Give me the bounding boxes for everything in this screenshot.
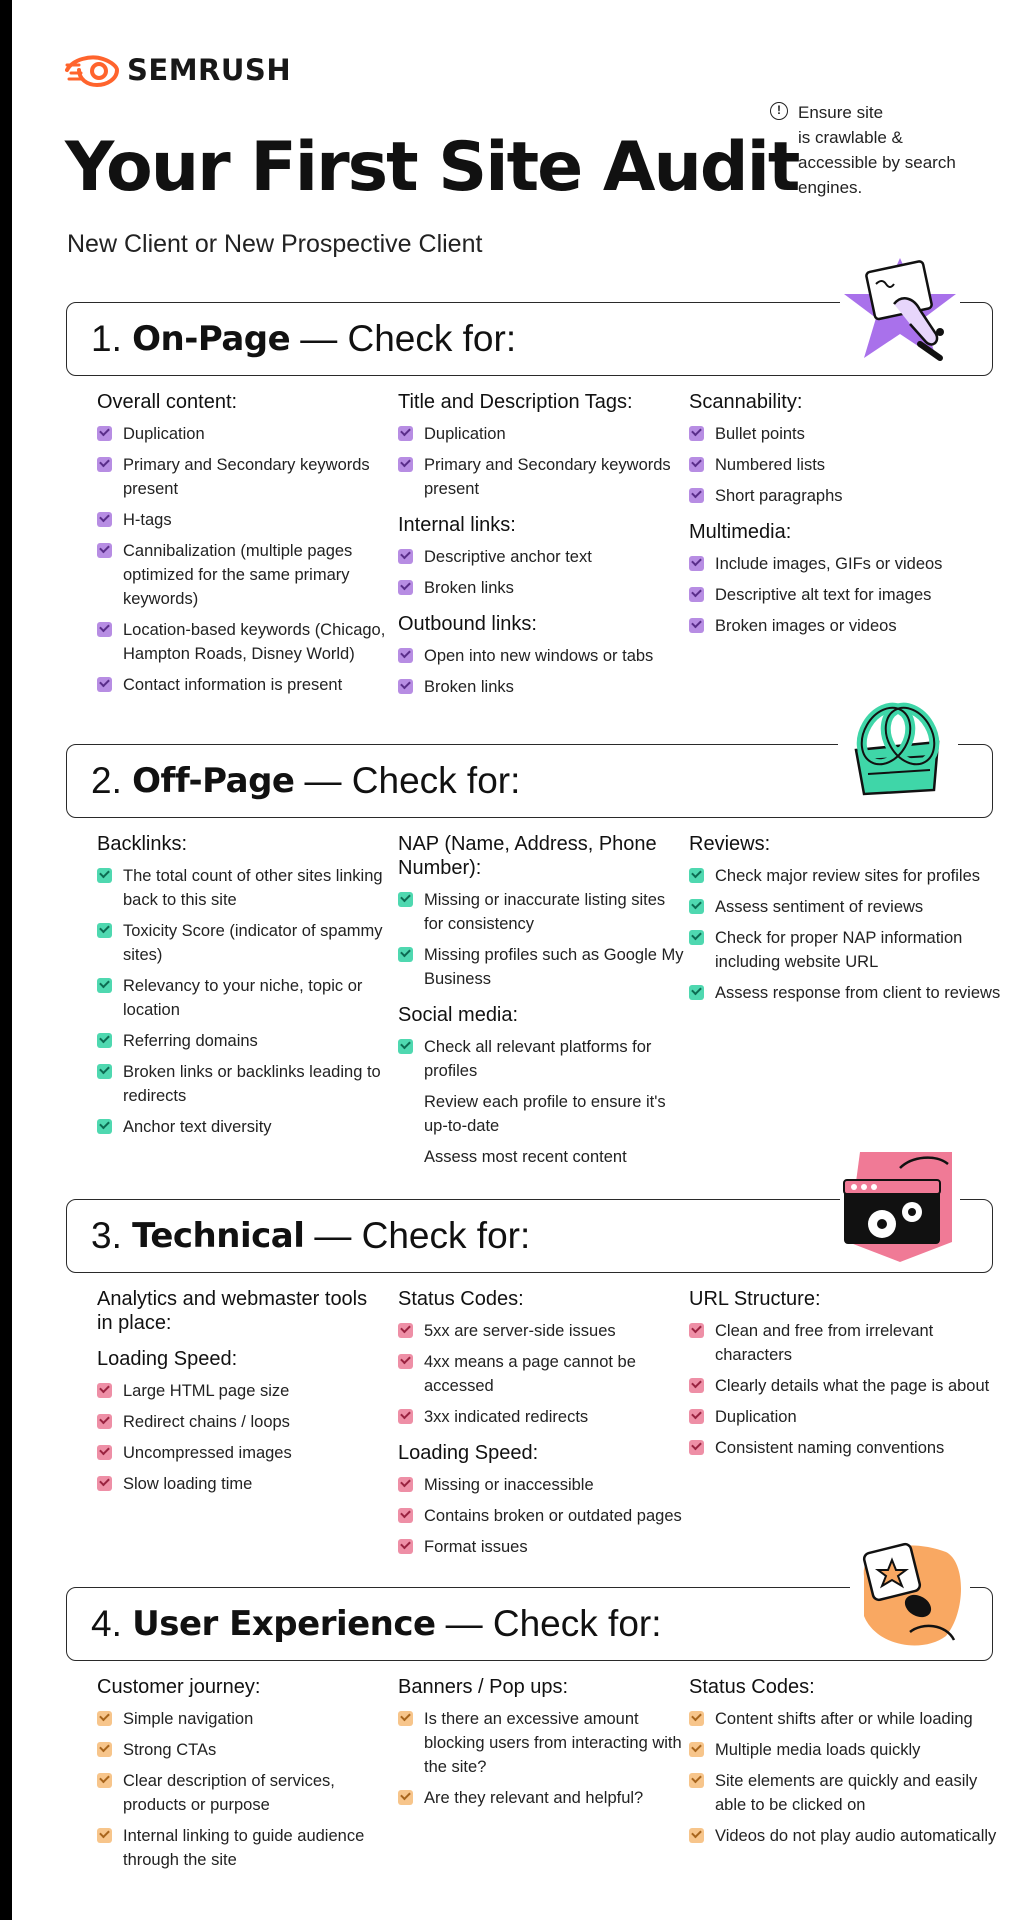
checkbox-icon [689, 1828, 704, 1843]
checklist-item-label: Site elements are quickly and easily able to be clicked on [715, 1772, 978, 1814]
checkbox-icon [689, 426, 704, 441]
checklist-item-label: Open into new windows or tabs [424, 647, 654, 665]
checklist-item [689, 1738, 1009, 1762]
checklist-item [398, 422, 688, 446]
checklist-item [689, 1824, 1009, 1848]
checklist-item-label: Contact information is present [123, 676, 343, 694]
section-name: Off-Page [132, 761, 295, 801]
checklist-item-label: Relevancy to your niche, topic or location [123, 977, 363, 1019]
checklist-item [689, 1769, 1009, 1817]
checklist-item-label: Referring domains [123, 1032, 258, 1050]
link-chain-icon [838, 694, 958, 814]
section-number: 4. [91, 1603, 122, 1644]
checkbox-icon [97, 457, 112, 472]
checklist-item-label: Anchor text diversity [123, 1118, 272, 1136]
checkbox-icon [398, 648, 413, 663]
checklist-item [689, 552, 1009, 576]
checkbox-icon [97, 1383, 112, 1398]
checklist-item [689, 422, 1009, 446]
checklist-item [398, 1035, 688, 1083]
checklist-item-label: Short paragraphs [715, 487, 843, 505]
checklist-item [97, 1472, 387, 1496]
checkbox-icon [689, 1742, 704, 1757]
group-heading: Loading Speed: [398, 1442, 539, 1464]
checklist-item-label: Primary and Secondary keywords present [123, 456, 370, 498]
checklist-item-plain: Assess most recent content [424, 1148, 627, 1166]
checklist-item-label: Cannibalization (multiple pages optimized for the same primary keywords) [123, 542, 353, 608]
checklist-item [398, 1786, 688, 1810]
checklist-item-label: Broken links or backlinks leading to redirects [123, 1063, 381, 1105]
checkbox-icon [97, 426, 112, 441]
checkbox-icon [689, 1323, 704, 1338]
checkbox-icon [398, 549, 413, 564]
checklist-item [97, 1060, 387, 1108]
checklist-item [689, 864, 1009, 888]
group-heading: Status Codes: [398, 1288, 524, 1310]
group-heading: URL Structure: [689, 1288, 821, 1310]
note-line: is crawlable & [798, 128, 903, 147]
checklist-item [689, 1319, 1009, 1367]
checklist-column [689, 1287, 1009, 1467]
checklist-item-label: 5xx are server-side issues [424, 1322, 616, 1340]
checkbox-icon [97, 978, 112, 993]
checkbox-icon [398, 1790, 413, 1805]
checklist-column [398, 832, 688, 1176]
checkbox-icon [97, 543, 112, 558]
group-heading: Multimedia: [689, 521, 792, 543]
gears-browser-icon [840, 1146, 960, 1266]
checklist-item-label: Simple navigation [123, 1710, 254, 1728]
group-heading: Reviews: [689, 833, 771, 855]
checklist-item-label: Assess sentiment of reviews [715, 898, 924, 916]
checklist-item [97, 1707, 387, 1731]
checkbox-icon [97, 1773, 112, 1788]
checklist-item-label: Clean and free from irrelevant characters [715, 1322, 934, 1364]
checkbox-icon [689, 618, 704, 633]
checklist-item-label: Location-based keywords (Chicago, Hampton Roads, Disney World) [123, 621, 386, 663]
checklist-item [398, 576, 688, 600]
checklist-item-label: Are they relevant and helpful? [424, 1789, 644, 1807]
section-number: 3. [91, 1215, 122, 1256]
checkbox-icon [398, 1508, 413, 1523]
checklist-column [398, 1675, 688, 1817]
section-check-for: — Check for: [445, 1603, 662, 1644]
checklist-column [97, 390, 387, 704]
checkbox-icon [689, 1409, 704, 1424]
checklist-item-label: Broken links [424, 678, 514, 696]
section-number: 2. [91, 760, 122, 801]
checkbox-icon [97, 512, 112, 527]
group-heading: Title and Description Tags: [398, 391, 633, 413]
checklist-item-label: Missing or inaccurate listing sites for consistency [424, 891, 666, 933]
checklist-item-label: Clearly details what the page is about [715, 1377, 990, 1395]
checklist-item-label: Check all relevant platforms for profiles [424, 1038, 652, 1080]
checklist-item-label: Consistent naming conventions [715, 1439, 945, 1457]
checklist-item-label: Descriptive anchor text [424, 548, 592, 566]
checklist-item [97, 1029, 387, 1053]
checklist-item-label: Check major review sites for profiles [715, 867, 980, 885]
checkbox-icon [398, 947, 413, 962]
checklist-item [689, 1436, 1009, 1460]
checkbox-icon [689, 930, 704, 945]
checkbox-icon [398, 1477, 413, 1492]
checklist-item [398, 1473, 688, 1497]
checklist-column [97, 1287, 387, 1503]
checkbox-icon [97, 923, 112, 938]
checklist-item [97, 1824, 387, 1872]
checklist-item [97, 1115, 387, 1139]
checklist-item-label: Multiple media loads quickly [715, 1741, 921, 1759]
checklist-item [97, 864, 387, 912]
checklist-column [398, 390, 688, 706]
checklist-item [97, 1379, 387, 1403]
group-heading: Customer journey: [97, 1676, 261, 1698]
checklist-item [398, 1405, 688, 1429]
checklist-item [689, 895, 1009, 919]
section-check-for: — Check for: [300, 318, 517, 359]
group-heading: Social media: [398, 1004, 519, 1026]
checklist-column [689, 832, 1009, 1012]
checkbox-icon [689, 1711, 704, 1726]
checklist-item-label: Strong CTAs [123, 1741, 217, 1759]
checklist-column [398, 1287, 688, 1566]
checkbox-icon [689, 457, 704, 472]
checklist-item-label: Descriptive alt text for images [715, 586, 932, 604]
checklist-item [398, 1350, 688, 1398]
semrush-logo [65, 50, 291, 90]
group-heading: Analytics and webmaster tools in place: [97, 1288, 368, 1334]
group-heading: Status Codes: [689, 1676, 815, 1698]
note-line: engines. [798, 178, 863, 197]
checklist-item-label: Content shifts after or while loading [715, 1710, 973, 1728]
checklist-item [97, 673, 387, 697]
checklist-item [97, 422, 387, 446]
group-heading: Loading Speed: [97, 1348, 238, 1370]
brand-name: SEMRUSH [127, 53, 292, 87]
checklist-item [689, 453, 1009, 477]
checkbox-icon [398, 1711, 413, 1726]
checklist-item-label: Slow loading time [123, 1475, 253, 1493]
checklist-item-label: Duplication [123, 425, 205, 443]
checklist-item [97, 974, 387, 1022]
checklist-item-label: Redirect chains / loops [123, 1413, 290, 1431]
checkbox-icon [97, 1445, 112, 1460]
checklist-item [398, 453, 688, 501]
checklist-item-label: Duplication [424, 425, 506, 443]
group-heading: Overall content: [97, 391, 238, 413]
checkbox-icon [97, 868, 112, 883]
checklist-item-label: 3xx indicated redirects [424, 1408, 589, 1426]
group-heading: Scannability: [689, 391, 803, 413]
checklist-item-label: Include images, GIFs or videos [715, 555, 943, 573]
checklist-item-label: Clear description of services, products or purpose [123, 1772, 335, 1814]
checkbox-icon [398, 1354, 413, 1369]
hand-pointing-icon [840, 254, 960, 374]
checkbox-icon [398, 892, 413, 907]
checklist-column [97, 832, 387, 1146]
checklist-item-label: Missing profiles such as Google My Business [424, 946, 684, 988]
section-name: On-Page [132, 319, 291, 359]
checklist-item [398, 1504, 688, 1528]
checklist-item-label: Uncompressed images [123, 1444, 292, 1462]
checklist-item [97, 1441, 387, 1465]
checkbox-icon [398, 457, 413, 472]
checklist-item-label: Bullet points [715, 425, 805, 443]
checklist-item [689, 1374, 1009, 1398]
checklist-item [398, 675, 688, 699]
checkbox-icon [398, 1409, 413, 1424]
checklist-item [689, 484, 1009, 508]
checkbox-icon [689, 556, 704, 571]
checkbox-icon [398, 580, 413, 595]
checklist-item [689, 1707, 1009, 1731]
checkbox-icon [97, 1414, 112, 1429]
checklist-item-label: Large HTML page size [123, 1382, 290, 1400]
checklist-item-label: Numbered lists [715, 456, 826, 474]
section-name: User Experience [132, 1604, 436, 1644]
checklist-item [398, 1707, 688, 1779]
checklist-item [689, 981, 1009, 1005]
checkbox-icon [398, 1539, 413, 1554]
note-line: accessible by search [798, 153, 956, 172]
page-title: Your First Site Audit [65, 128, 799, 207]
checkbox-icon [97, 1119, 112, 1134]
checklist-item [398, 888, 688, 936]
checklist-item [97, 1769, 387, 1817]
checklist-item [398, 943, 688, 991]
group-heading: Internal links: [398, 514, 516, 536]
checklist-item [398, 545, 688, 569]
group-heading: Banners / Pop ups: [398, 1676, 569, 1698]
checklist-item [97, 919, 387, 967]
checklist-item-label: Is there an excessive amount blocking users from interacting with the site? [424, 1710, 682, 1776]
checkbox-icon [689, 587, 704, 602]
group-heading: Outbound links: [398, 613, 537, 635]
checklist-item-label: Broken links [424, 579, 514, 597]
section-number: 1. [91, 318, 122, 359]
checkbox-icon [97, 677, 112, 692]
checkbox-icon [97, 1742, 112, 1757]
section-check-for: — Check for: [314, 1215, 531, 1256]
checklist-item [97, 508, 387, 532]
checklist-item [97, 1738, 387, 1762]
checkbox-icon [689, 868, 704, 883]
checklist-item-label: Check for proper NAP information including website URL [715, 929, 963, 971]
checklist-item-label: Duplication [715, 1408, 797, 1426]
checklist-column [689, 390, 1009, 645]
checkbox-icon [689, 1773, 704, 1788]
checklist-item [689, 1405, 1009, 1429]
badge-hand-icon [850, 1536, 970, 1656]
note-line: Ensure site [798, 103, 884, 122]
checkbox-icon [689, 488, 704, 503]
checklist-item [689, 583, 1009, 607]
checklist-item-label: Missing or inaccessible [424, 1476, 594, 1494]
group-heading: Backlinks: [97, 833, 188, 855]
checklist-item-plain: Review each profile to ensure it's up-to-date [424, 1093, 666, 1135]
checkbox-icon [398, 679, 413, 694]
checkbox-icon [689, 1378, 704, 1393]
checkbox-icon [689, 1440, 704, 1455]
checklist-item-label: Internal linking to guide audience through the site [123, 1827, 365, 1869]
section-check-for: — Check for: [304, 760, 521, 801]
checkbox-icon [97, 1033, 112, 1048]
checklist-item [398, 1319, 688, 1343]
checklist-item [97, 618, 387, 666]
checklist-item [689, 926, 1009, 974]
group-heading: NAP (Name, Address, Phone Number): [398, 833, 657, 879]
checkbox-icon [398, 1323, 413, 1338]
semrush-flame-icon [65, 53, 119, 87]
checkbox-icon [97, 1064, 112, 1079]
checkbox-icon [97, 1828, 112, 1843]
checklist-item [97, 453, 387, 501]
info-icon: ! [770, 102, 788, 120]
checklist-item-label: 4xx means a page cannot be accessed [424, 1353, 636, 1395]
checklist-item [689, 614, 1009, 638]
checklist-item-label: Primary and Secondary keywords present [424, 456, 671, 498]
checklist-item-label: Toxicity Score (indicator of spammy sites) [123, 922, 383, 964]
checkbox-icon [689, 985, 704, 1000]
checkbox-icon [689, 899, 704, 914]
checklist-column [97, 1675, 387, 1879]
checklist-item [97, 539, 387, 611]
checkbox-icon [398, 1039, 413, 1054]
checklist-item [97, 1410, 387, 1434]
checklist-item-label: Format issues [424, 1538, 528, 1556]
checklist-item [398, 644, 688, 668]
checklist-column [689, 1675, 1009, 1855]
infographic-page [12, 0, 1032, 1920]
checklist-item-label: Contains broken or outdated pages [424, 1507, 682, 1525]
checklist-item [398, 1535, 688, 1559]
page-subtitle: New Client or New Prospective Client [67, 230, 483, 258]
checklist-item-label: H-tags [123, 511, 172, 529]
checkbox-icon [97, 622, 112, 637]
checklist-item-label: Broken images or videos [715, 617, 897, 635]
checkbox-icon [398, 426, 413, 441]
checklist-item-label: Assess response from client to reviews [715, 984, 1001, 1002]
checkbox-icon [97, 1476, 112, 1491]
crawlability-note [777, 100, 998, 200]
section-name: Technical [132, 1216, 305, 1256]
checklist-item-label: The total count of other sites linking back to this site [123, 867, 383, 909]
checkbox-icon [97, 1711, 112, 1726]
checklist-item-label: Videos do not play audio automatically [715, 1827, 997, 1845]
